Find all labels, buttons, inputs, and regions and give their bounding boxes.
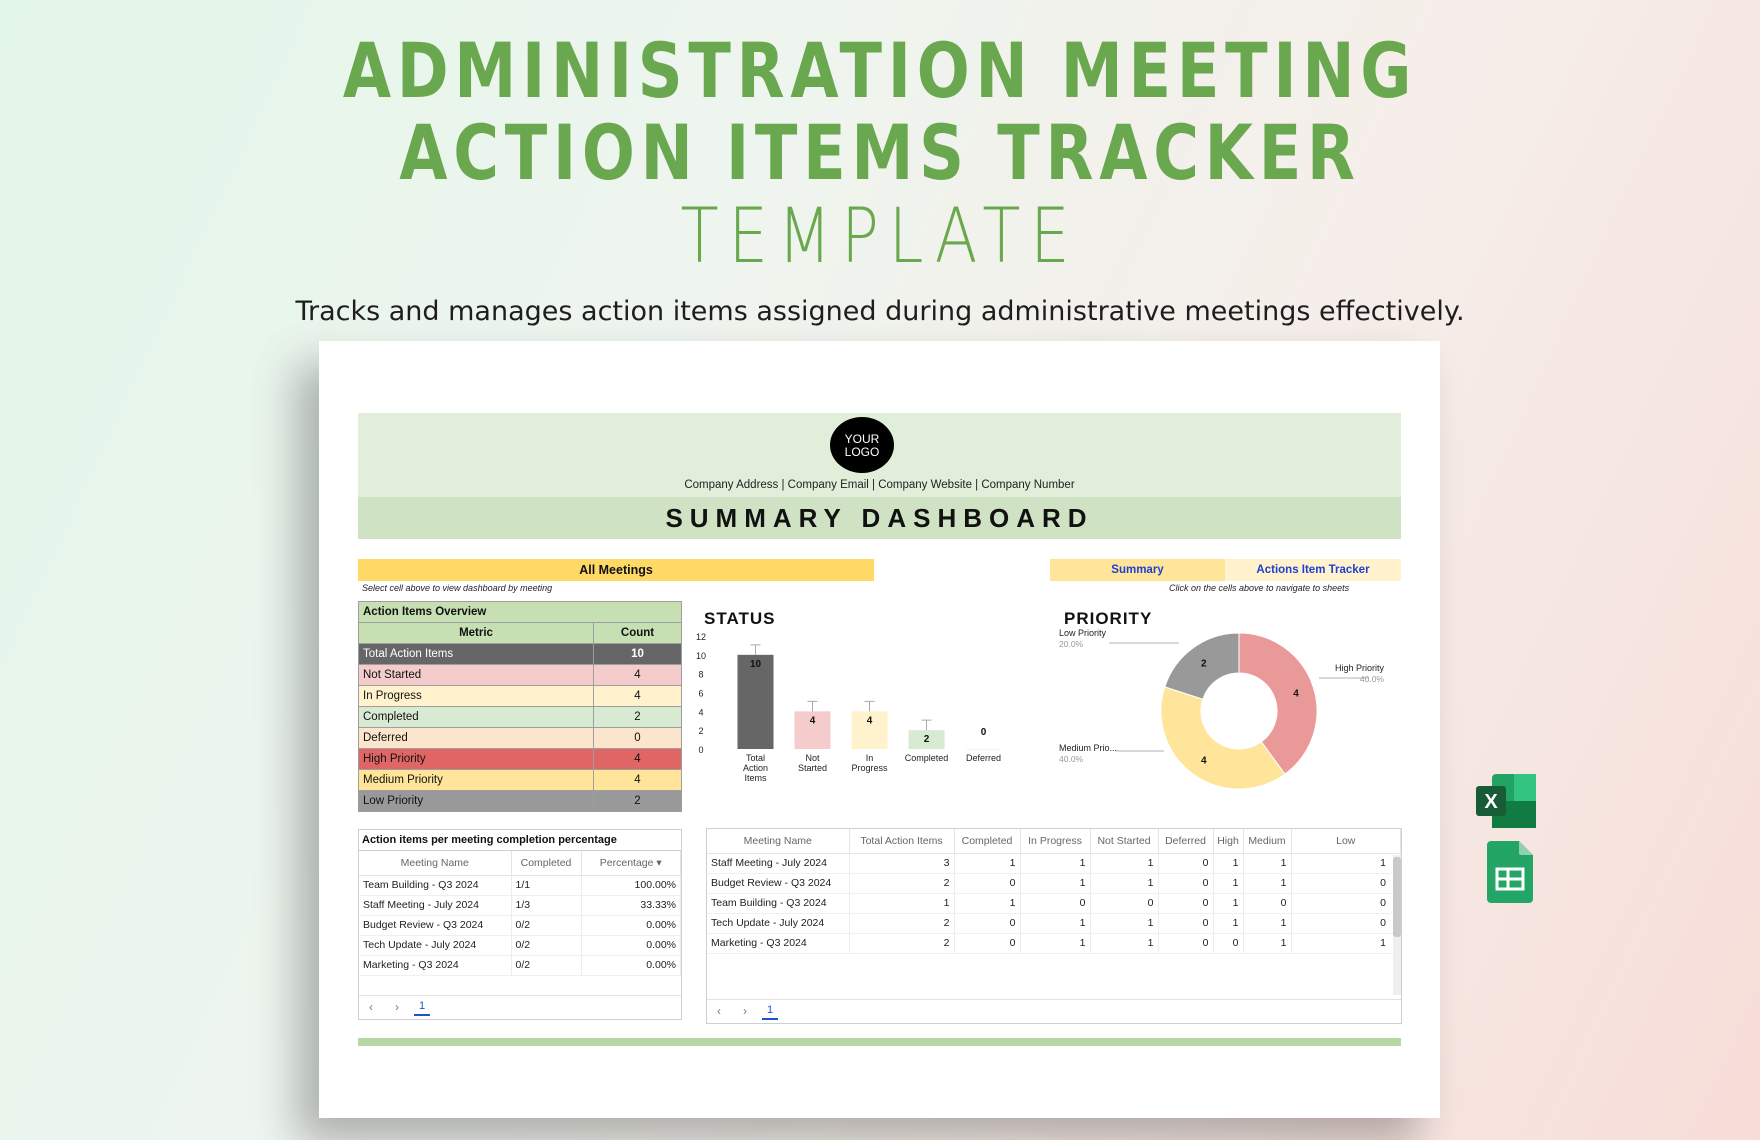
company-info: Company Address | Company Email | Company Website | Company Number bbox=[684, 479, 1075, 491]
priority-donut-chart bbox=[1054, 626, 1394, 801]
completion-cell-name: Budget Review - Q3 2024 bbox=[359, 915, 511, 935]
footer-bar bbox=[358, 1038, 1401, 1046]
breakdown-col-header[interactable]: Total Action Items bbox=[849, 829, 954, 853]
completion-cell-completed: 0/2 bbox=[511, 955, 581, 975]
status-error-bar bbox=[922, 720, 932, 730]
overview-col-count: Count bbox=[594, 623, 682, 644]
breakdown-meeting-name: Budget Review - Q3 2024 bbox=[707, 873, 849, 893]
breakdown-cell: 0 bbox=[1090, 893, 1158, 913]
breakdown-cell: 0 bbox=[1020, 893, 1090, 913]
completion-cell-completed: 0/2 bbox=[511, 915, 581, 935]
breakdown-cell: 1 bbox=[1020, 913, 1090, 933]
breakdown-cell: 0 bbox=[1291, 893, 1401, 913]
overview-count: 0 bbox=[594, 728, 682, 749]
completion-cell-name: Tech Update - July 2024 bbox=[359, 935, 511, 955]
breakdown-cell: 1 bbox=[1291, 933, 1401, 953]
breakdown-cell: 1 bbox=[1090, 853, 1158, 873]
status-y-tick: 12 bbox=[695, 632, 707, 642]
breakdown-cell: 1 bbox=[1291, 853, 1401, 873]
status-x-tick: Action bbox=[742, 763, 769, 773]
priority-chart-title: PRIORITY bbox=[1064, 609, 1153, 628]
status-error-bar bbox=[751, 645, 761, 655]
overview-metric: Completed bbox=[359, 707, 594, 728]
overview-metric: High Priority bbox=[359, 749, 594, 770]
breakdown-col-header[interactable]: Completed bbox=[954, 829, 1020, 853]
completion-col-name[interactable]: Meeting Name bbox=[359, 851, 511, 875]
status-y-tick: 2 bbox=[698, 726, 704, 737]
status-data-label: 4 bbox=[809, 715, 816, 727]
breakdown-cell: 1 bbox=[1090, 913, 1158, 933]
status-data-label: 10 bbox=[749, 658, 762, 670]
breakdown-cell: 1 bbox=[1020, 853, 1090, 873]
status-x-tick: Items bbox=[744, 773, 767, 783]
completion-cell-completed: 0/2 bbox=[511, 935, 581, 955]
breakdown-row[interactable] bbox=[707, 933, 1401, 953]
overview-metric: Low Priority bbox=[359, 791, 594, 812]
overview-count: 2 bbox=[594, 791, 682, 812]
meeting-breakdown-table bbox=[707, 829, 1401, 954]
breakdown-col-header[interactable]: Medium bbox=[1243, 829, 1291, 853]
priority-legend-name: Low Priority bbox=[1059, 628, 1107, 638]
sort-desc-icon: ▾ bbox=[656, 856, 662, 869]
prev-page-button[interactable]: ‹ bbox=[369, 1000, 373, 1014]
excel-icon bbox=[1476, 774, 1536, 828]
breakdown-cell: 1 bbox=[1020, 933, 1090, 953]
completion-row[interactable] bbox=[359, 915, 681, 935]
breakdown-col-header[interactable]: High bbox=[1213, 829, 1243, 853]
completion-row[interactable] bbox=[359, 875, 681, 895]
breakdown-row[interactable] bbox=[707, 913, 1401, 933]
breakdown-cell: 0 bbox=[1158, 933, 1213, 953]
nav-hint: Click on the cells above to navigate to sheets bbox=[1169, 583, 1350, 593]
completion-col-completed[interactable]: Completed bbox=[511, 851, 581, 875]
logo-line1: YOUR bbox=[844, 432, 880, 446]
status-data-label: 0 bbox=[980, 727, 987, 738]
status-x-tick: Started bbox=[797, 763, 828, 773]
completion-row[interactable] bbox=[359, 955, 681, 975]
breakdown-cell: 0 bbox=[1291, 913, 1401, 933]
breakdown-cell: 1 bbox=[1243, 853, 1291, 873]
breakdown-cell: 1 bbox=[849, 893, 954, 913]
breakdown-cell: 0 bbox=[1243, 893, 1291, 913]
priority-value-label: 4 bbox=[1293, 688, 1299, 700]
status-data-label: 2 bbox=[923, 734, 930, 746]
page-number-button[interactable]: 1 bbox=[414, 1000, 430, 1016]
breakdown-row[interactable] bbox=[707, 873, 1401, 893]
breakdown-cell: 0 bbox=[1158, 853, 1213, 873]
completion-cell-name: Marketing - Q3 2024 bbox=[359, 955, 511, 975]
completion-pager bbox=[359, 995, 681, 1019]
breakdown-cell: 1 bbox=[1243, 933, 1291, 953]
breakdown-cell: 1 bbox=[1090, 873, 1158, 893]
status-bar bbox=[966, 749, 1002, 750]
google-sheets-icon bbox=[1487, 841, 1533, 903]
company-logo bbox=[830, 417, 894, 473]
overview-count: 4 bbox=[594, 770, 682, 791]
overview-count: 4 bbox=[594, 749, 682, 770]
completion-caption: Action items per meeting completion percentage bbox=[359, 830, 681, 851]
hero-title-line3: TEMPLATE bbox=[680, 191, 1080, 280]
completion-cell-completed: 1/3 bbox=[511, 895, 581, 915]
completion-table bbox=[359, 851, 681, 976]
status-y-tick: 4 bbox=[698, 707, 704, 718]
breakdown-cell: 1 bbox=[1243, 913, 1291, 933]
overview-count: 4 bbox=[594, 665, 682, 686]
breakdown-cell: 1 bbox=[954, 893, 1020, 913]
completion-cell-percentage: 0.00% bbox=[581, 935, 681, 955]
status-y-tick: 6 bbox=[698, 688, 704, 699]
overview-metric: Not Started bbox=[359, 665, 594, 686]
priority-legend-percent: 20.0% bbox=[1059, 639, 1084, 649]
overview-row bbox=[359, 665, 682, 686]
breakdown-cell: 1 bbox=[1213, 853, 1243, 873]
completion-cell-name: Team Building - Q3 2024 bbox=[359, 875, 511, 895]
breakdown-cell: 0 bbox=[1291, 873, 1401, 893]
overview-metric: Medium Priority bbox=[359, 770, 594, 791]
status-y-tick: 10 bbox=[695, 650, 707, 661]
completion-cell-name: Staff Meeting - July 2024 bbox=[359, 895, 511, 915]
all-meetings-selector[interactable]: All Meetings bbox=[358, 559, 874, 581]
breakdown-cell: 1 bbox=[1213, 913, 1243, 933]
overview-row bbox=[359, 791, 682, 812]
priority-legend-name: High Priority bbox=[1334, 663, 1384, 673]
overview-count: 4 bbox=[594, 686, 682, 707]
status-x-tick: Deferred bbox=[965, 753, 1002, 763]
breakdown-meeting-name: Team Building - Q3 2024 bbox=[707, 893, 849, 913]
breakdown-col-header[interactable]: Deferred bbox=[1158, 829, 1213, 853]
status-bar-chart bbox=[689, 631, 1002, 801]
breakdown-cell: 0 bbox=[1158, 913, 1213, 933]
breakdown-pager bbox=[707, 999, 1401, 1023]
completion-cell-completed: 1/1 bbox=[511, 875, 581, 895]
priority-value-label: 4 bbox=[1200, 755, 1207, 767]
breakdown-cell: 1 bbox=[1243, 873, 1291, 893]
status-chart-title: STATUS bbox=[704, 609, 776, 628]
completion-row[interactable] bbox=[359, 935, 681, 955]
priority-legend-name: Medium Prio... bbox=[1059, 743, 1118, 753]
next-page-button[interactable]: › bbox=[743, 1004, 747, 1018]
vertical-scrollbar[interactable] bbox=[1393, 855, 1401, 995]
overview-metric: Total Action Items bbox=[359, 644, 594, 665]
breakdown-meeting-name: Staff Meeting - July 2024 bbox=[707, 853, 849, 873]
breakdown-cell: 1 bbox=[1090, 933, 1158, 953]
breakdown-meeting-name: Tech Update - July 2024 bbox=[707, 913, 849, 933]
overview-row bbox=[359, 770, 682, 791]
overview-row bbox=[359, 686, 682, 707]
overview-metric: In Progress bbox=[359, 686, 594, 707]
overview-row bbox=[359, 749, 682, 770]
breakdown-cell: 3 bbox=[849, 853, 954, 873]
breakdown-cell: 0 bbox=[1158, 893, 1213, 913]
dashboard-title: SUMMARY DASHBOARD bbox=[358, 497, 1401, 539]
completion-cell-percentage: 100.00% bbox=[581, 875, 681, 895]
status-y-tick: 0 bbox=[698, 745, 704, 755]
nav-summary-link[interactable]: Summary bbox=[1050, 559, 1225, 581]
completion-col-percentage-label: Percentage bbox=[599, 856, 654, 869]
priority-legend-percent: 40.0% bbox=[1359, 674, 1384, 684]
meeting-selector-hint: Select cell above to view dashboard by meeting bbox=[362, 583, 553, 593]
status-x-tick: Total bbox=[745, 753, 766, 763]
breakdown-cell: 1 bbox=[954, 853, 1020, 873]
completion-row[interactable] bbox=[359, 895, 681, 915]
breakdown-row[interactable] bbox=[707, 853, 1401, 873]
completion-cell-percentage: 0.00% bbox=[581, 955, 681, 975]
company-header bbox=[358, 413, 1401, 497]
breakdown-meeting-name: Marketing - Q3 2024 bbox=[707, 933, 849, 953]
nav-tracker-link[interactable]: Actions Item Tracker bbox=[1225, 559, 1401, 581]
overview-caption: Action Items Overview bbox=[359, 602, 682, 623]
breakdown-row[interactable] bbox=[707, 893, 1401, 913]
overview-row bbox=[359, 728, 682, 749]
breakdown-cell: 2 bbox=[849, 933, 954, 953]
hero-title-line2: ACTION ITEMS TRACKER bbox=[399, 108, 1361, 197]
breakdown-cell: 1 bbox=[1213, 873, 1243, 893]
breakdown-col-header[interactable]: Meeting Name bbox=[707, 829, 849, 853]
action-items-overview-table bbox=[358, 601, 682, 812]
status-x-tick: Not bbox=[805, 753, 820, 763]
hero-title-line1: ADMINISTRATION MEETING bbox=[342, 26, 1418, 115]
spreadsheet-preview bbox=[319, 341, 1440, 1118]
scrollbar-thumb[interactable] bbox=[1393, 857, 1401, 937]
breakdown-cell: 0 bbox=[954, 913, 1020, 933]
breakdown-col-header[interactable]: In Progress bbox=[1020, 829, 1090, 853]
completion-grid bbox=[358, 829, 682, 1020]
overview-count: 2 bbox=[594, 707, 682, 728]
priority-value-label: 2 bbox=[1200, 658, 1207, 670]
breakdown-cell: 0 bbox=[1158, 873, 1213, 893]
excel-letter: X bbox=[1484, 791, 1498, 813]
completion-col-percentage[interactable] bbox=[581, 851, 681, 875]
status-y-tick: 8 bbox=[698, 669, 704, 680]
status-x-tick: In bbox=[865, 753, 874, 763]
breakdown-cell: 2 bbox=[849, 873, 954, 893]
breakdown-col-header[interactable]: Low bbox=[1291, 829, 1401, 853]
logo-line2: LOGO bbox=[844, 445, 880, 459]
overview-col-metric: Metric bbox=[359, 623, 594, 644]
breakdown-cell: 0 bbox=[954, 933, 1020, 953]
status-data-label: 4 bbox=[866, 715, 873, 727]
prev-page-button[interactable]: ‹ bbox=[717, 1004, 721, 1018]
status-error-bar bbox=[808, 701, 818, 711]
page-number-button[interactable]: 1 bbox=[762, 1004, 778, 1020]
breakdown-cell: 0 bbox=[1213, 933, 1243, 953]
next-page-button[interactable]: › bbox=[395, 1000, 399, 1014]
breakdown-cell: 1 bbox=[1020, 873, 1090, 893]
breakdown-cell: 2 bbox=[849, 913, 954, 933]
overview-row bbox=[359, 707, 682, 728]
completion-cell-percentage: 0.00% bbox=[581, 915, 681, 935]
status-x-tick: Completed bbox=[904, 753, 949, 763]
breakdown-cell: 0 bbox=[954, 873, 1020, 893]
overview-metric: Deferred bbox=[359, 728, 594, 749]
completion-cell-percentage: 33.33% bbox=[581, 895, 681, 915]
status-x-tick: Progress bbox=[851, 763, 888, 773]
priority-legend-percent: 40.0% bbox=[1059, 754, 1084, 764]
meeting-breakdown-grid bbox=[706, 828, 1402, 1024]
breakdown-col-header[interactable]: Not Started bbox=[1090, 829, 1158, 853]
overview-count: 10 bbox=[594, 644, 682, 665]
status-error-bar bbox=[865, 701, 875, 711]
hero-subtitle: Tracks and manages action items assigned during administrative meetings effectively. bbox=[295, 296, 1465, 327]
hero-banner bbox=[0, 0, 1760, 327]
overview-row bbox=[359, 644, 682, 665]
breakdown-cell: 1 bbox=[1213, 893, 1243, 913]
